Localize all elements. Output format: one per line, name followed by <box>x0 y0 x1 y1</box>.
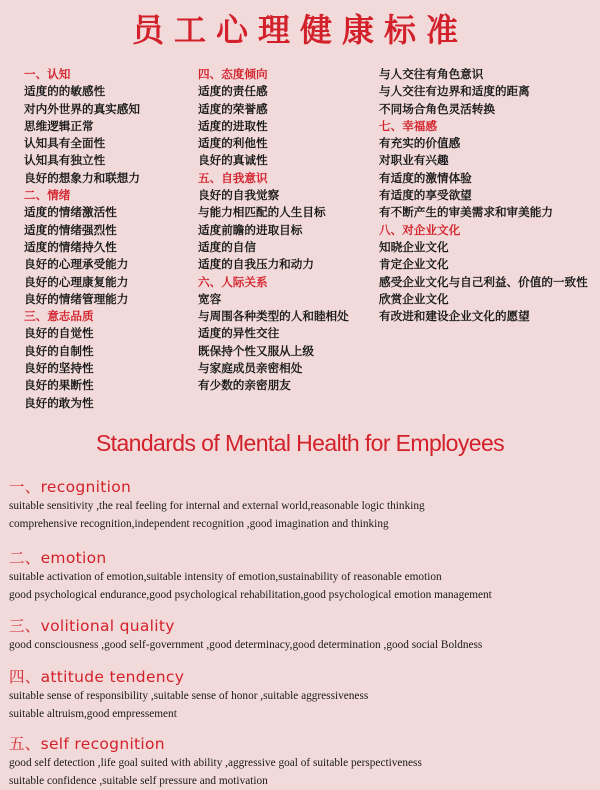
standard-item: 适度的自我压力和动力 <box>198 257 314 272</box>
standard-item: 适度的利他性 <box>198 136 268 151</box>
english-section-self-recognition <box>9 734 597 790</box>
page-title: 员工心理健康标准 <box>131 11 468 49</box>
category-heading: 三、意志品质 <box>24 309 94 324</box>
standard-item: 感受企业文化与自己利益、价值的一致性 <box>379 274 588 289</box>
english-title: Standards of Mental Health for Employees <box>95 430 505 456</box>
section-line: comprehensive recognition,independent recognition ,good imagination and thinking <box>9 518 389 530</box>
english-section-recognition <box>9 477 597 533</box>
standard-item: 与家庭成员亲密相处 <box>198 361 303 376</box>
standard-item: 与人交往有边界和适度的距离 <box>379 84 530 99</box>
category-heading: 八、对企业文化 <box>379 222 461 237</box>
standard-item: 与人交往有角色意识 <box>379 67 484 81</box>
standard-item: 欣赏企业文化 <box>379 291 449 306</box>
english-section-volitional-quality <box>9 616 597 654</box>
standard-item: 知晓企业文化 <box>379 239 449 254</box>
standard-item: 良好的心理康复能力 <box>24 274 129 289</box>
standard-item: 既保持个性又服从上级 <box>198 343 314 358</box>
section-heading: 一、recognition <box>9 478 132 496</box>
standard-item: 认知具有全面性 <box>24 136 106 151</box>
standard-item: 适度的异性交往 <box>198 326 280 341</box>
standard-item: 良好的自制性 <box>24 343 94 358</box>
standard-item: 适度的荣誉感 <box>198 101 268 116</box>
section-line: suitable sensitivity ,the real feeling for internal and external world,reasonable logic thinking <box>9 500 425 512</box>
standard-item: 思维逻辑正常 <box>24 118 94 133</box>
standard-item: 适度的情绪强烈性 <box>24 222 117 237</box>
section-line: suitable confidence ,suitable self pressure and motivation <box>9 775 268 787</box>
section-line: suitable activation of emotion,suitable intensity of emotion,sustainability of reasonable emotion <box>9 571 442 583</box>
section-heading: 四、attitude tendency <box>9 668 185 686</box>
english-section-attitude-tendency <box>9 667 597 723</box>
standard-item: 有少数的亲密朋友 <box>198 378 291 393</box>
standard-item: 对内外世界的真实感知 <box>24 101 140 116</box>
standards-column-1 <box>24 66 140 412</box>
standard-item: 适度的情绪激活性 <box>24 205 117 220</box>
standard-item: 适度的自信 <box>198 239 256 254</box>
standard-item: 良好的想象力和联想力 <box>24 170 140 185</box>
standard-item: 有不断产生的审美需求和审美能力 <box>379 205 553 220</box>
section-line: good self detection ,life goal suited with ability ,aggressive goal of suitable perspectiveness <box>9 757 422 769</box>
section-line: suitable altruism,good empressement <box>9 708 177 720</box>
section-line: suitable sense of responsibility ,suitable sense of honor ,suitable aggressiveness <box>9 690 369 702</box>
standard-item: 适度的的敏感性 <box>24 84 106 99</box>
category-heading: 六、人际关系 <box>198 274 268 289</box>
standard-item: 有适度的激情体验 <box>379 170 472 185</box>
standard-item: 良好的敢为性 <box>24 395 94 410</box>
standard-item: 适度的情绪持久性 <box>24 239 117 254</box>
standard-item: 与周围各种类型的人和睦相处 <box>198 309 349 324</box>
standard-item: 宽容 <box>198 291 222 306</box>
standards-column-2 <box>198 66 349 395</box>
standard-item: 良好的真诚性 <box>198 153 268 168</box>
category-heading: 五、自我意识 <box>198 170 268 185</box>
section-heading: 二、emotion <box>9 549 107 567</box>
standards-column-3 <box>379 66 588 325</box>
standard-item: 对职业有兴趣 <box>379 153 449 168</box>
standard-item: 良好的情绪管理能力 <box>24 291 129 306</box>
category-heading: 二、情绪 <box>24 188 71 203</box>
standard-item: 良好的坚持性 <box>24 361 94 376</box>
section-line: good psychological endurance,good psychological rehabilitation,good psychological emotion management <box>9 589 492 601</box>
english-section-emotion <box>9 548 597 604</box>
standard-item: 良好的心理承受能力 <box>24 257 129 272</box>
section-heading: 三、volitional quality <box>9 617 175 635</box>
standard-item: 与能力相匹配的人生目标 <box>198 205 326 220</box>
standard-item: 良好的自我觉察 <box>198 188 280 203</box>
standard-item: 良好的自觉性 <box>24 326 94 341</box>
standard-item: 认知具有独立性 <box>24 153 106 168</box>
standard-item: 肯定企业文化 <box>379 257 449 272</box>
section-line: good consciousness ,good self-government ,good determinacy,good determination ,good social Boldness <box>9 639 483 651</box>
standard-item: 良好的果断性 <box>24 378 94 393</box>
standard-item: 不同场合角色灵活转换 <box>379 101 495 116</box>
section-heading: 五、self recognition <box>9 735 165 753</box>
category-heading: 四、态度倾向 <box>198 67 268 81</box>
standard-item: 适度的责任感 <box>198 84 268 99</box>
standard-item: 有充实的价值感 <box>379 136 461 151</box>
standard-item: 适度前瞻的进取目标 <box>198 222 303 237</box>
standard-item: 有适度的享受欲望 <box>379 188 472 203</box>
category-heading: 七、幸福感 <box>379 118 437 133</box>
standard-item: 有改进和建设企业文化的愿望 <box>379 309 530 324</box>
standard-item: 适度的进取性 <box>198 118 268 133</box>
category-heading: 一、认知 <box>24 67 71 81</box>
